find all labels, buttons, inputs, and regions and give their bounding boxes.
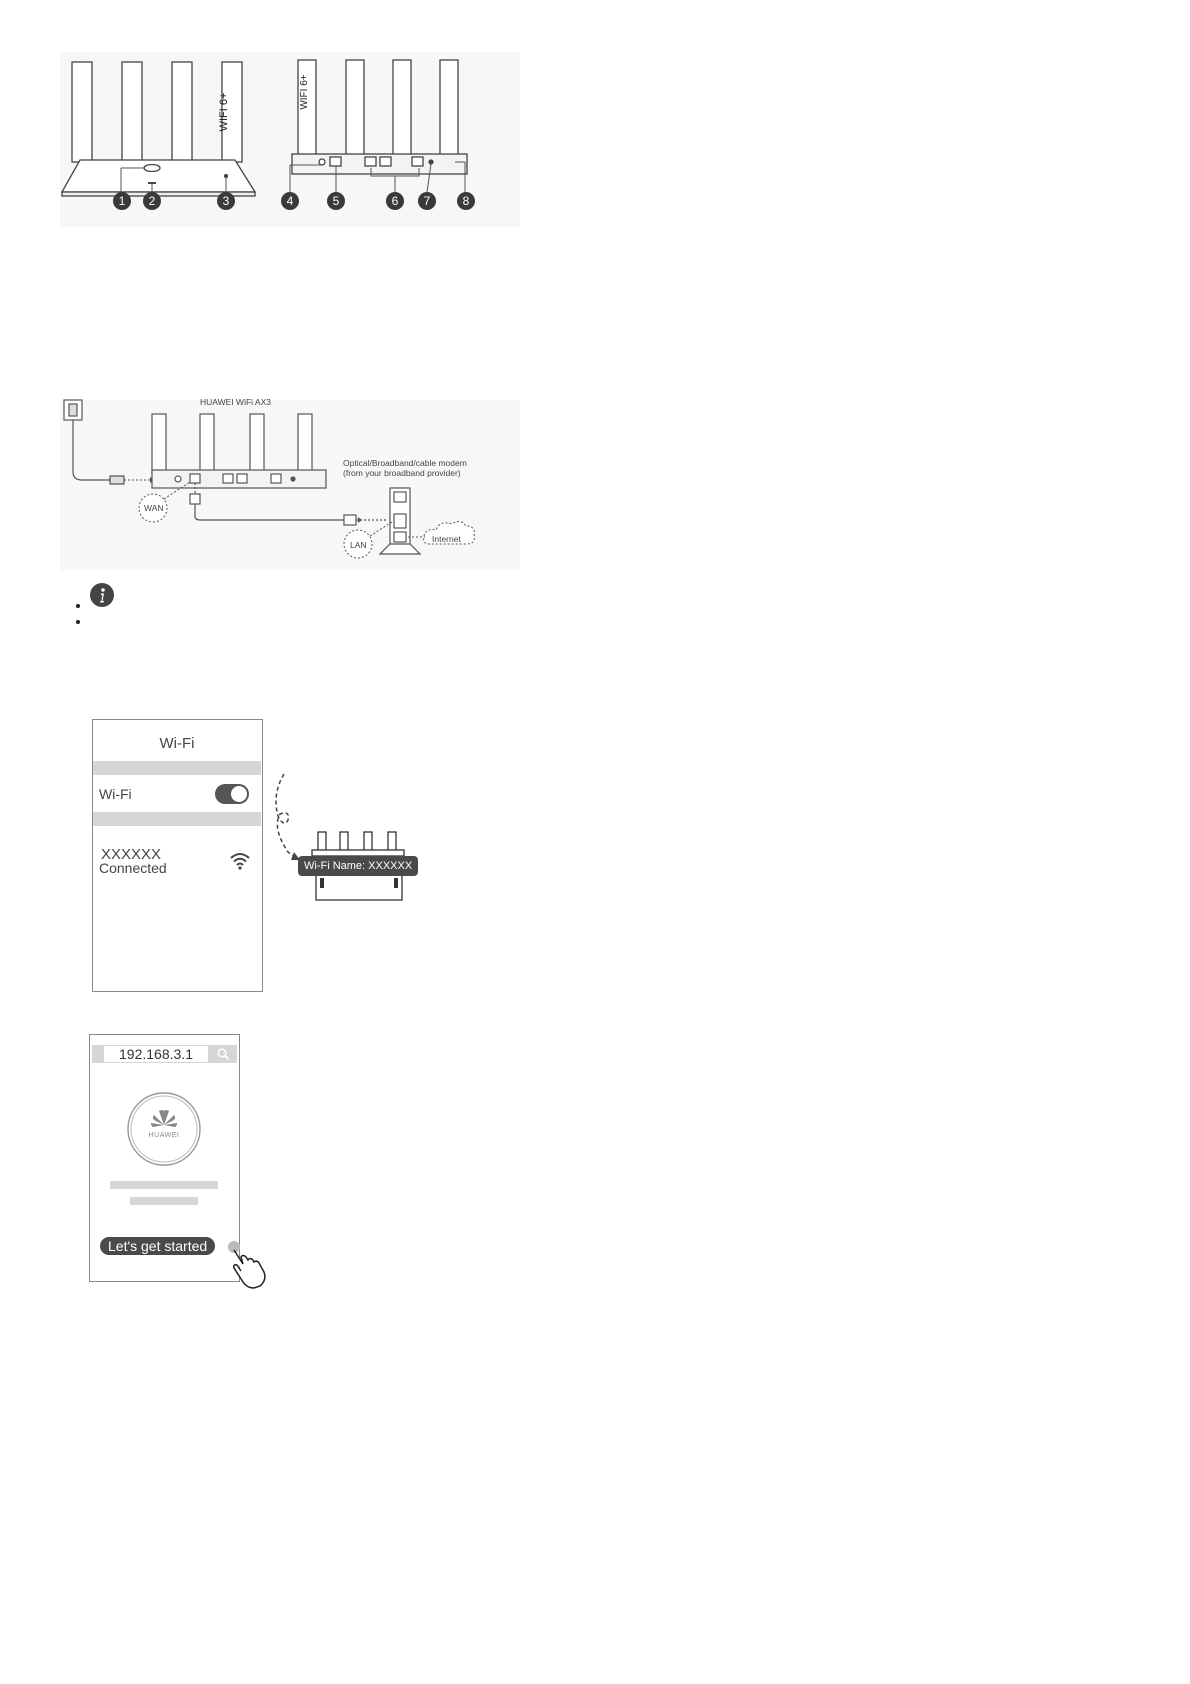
huawei-logo-circle bbox=[126, 1091, 202, 1167]
network-status: Connected bbox=[99, 860, 167, 876]
callout-3: 3 bbox=[217, 192, 235, 210]
wifi-toggle-switch[interactable] bbox=[215, 784, 249, 804]
internet-label: Internet bbox=[432, 534, 461, 544]
info-icon bbox=[90, 583, 114, 607]
bullet-2 bbox=[76, 620, 80, 624]
callout-1: 1 bbox=[113, 192, 131, 210]
antenna-badge-back: WIFI 6+ bbox=[299, 74, 310, 110]
callout-6: 6 bbox=[386, 192, 404, 210]
callout-2: 2 bbox=[143, 192, 161, 210]
lets-get-started-button[interactable]: Let's get started bbox=[100, 1237, 215, 1255]
network-item[interactable] bbox=[93, 840, 261, 880]
modem-label-line1: Optical/Broadband/cable modem bbox=[343, 458, 467, 468]
callout-8: 8 bbox=[457, 192, 475, 210]
wifi-name-tag: Wi-Fi Name: XXXXXX bbox=[298, 856, 418, 876]
toggle-knob bbox=[231, 786, 247, 802]
wifi-screen-title: Wi-Fi bbox=[159, 735, 195, 752]
lan-label: LAN bbox=[350, 540, 367, 550]
callout-4: 4 bbox=[281, 192, 299, 210]
wifi-toggle-label: Wi-Fi bbox=[99, 786, 132, 802]
section-divider bbox=[93, 761, 261, 775]
callout-7: 7 bbox=[418, 192, 436, 210]
placeholder-line-1 bbox=[110, 1181, 218, 1189]
antenna-badge-front: WIFI 6+ bbox=[218, 92, 230, 132]
wifi-settings-screen bbox=[92, 719, 263, 992]
wifi-signal-icon bbox=[229, 852, 251, 875]
browser-screen bbox=[89, 1034, 240, 1282]
bullet-1 bbox=[76, 604, 80, 608]
placeholder-line-2 bbox=[130, 1197, 198, 1205]
search-icon[interactable] bbox=[216, 1047, 230, 1066]
wan-label: WAN bbox=[144, 503, 164, 513]
network-name: XXXXXX bbox=[101, 846, 162, 863]
diagram-title: HUAWEI WiFi AX3 bbox=[200, 397, 271, 407]
huawei-logo-text: HUAWEI bbox=[148, 1132, 180, 1139]
connection-diagram-illustration bbox=[60, 394, 520, 572]
address-bar[interactable] bbox=[92, 1045, 237, 1063]
section-divider-2 bbox=[93, 812, 261, 826]
hand-pointer-icon bbox=[226, 1238, 274, 1290]
address-input[interactable]: 192.168.3.1 bbox=[104, 1046, 208, 1062]
callout-5: 5 bbox=[327, 192, 345, 210]
modem-label-line2: (from your broadband provider) bbox=[343, 468, 461, 478]
connection-diagram bbox=[60, 394, 520, 572]
